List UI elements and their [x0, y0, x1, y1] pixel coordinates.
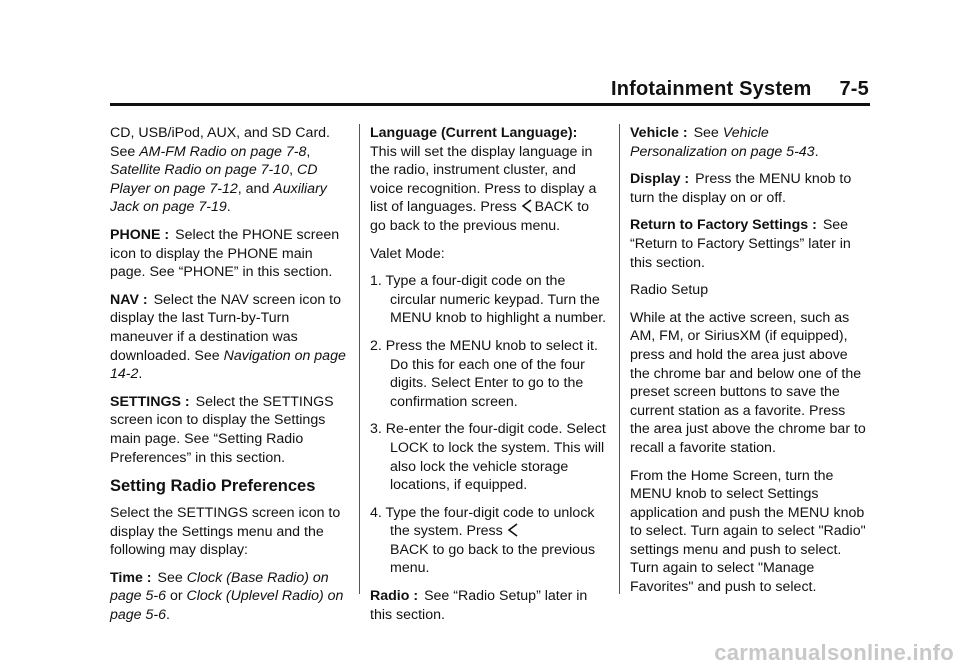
- valet-steps: [370, 272, 608, 578]
- heading-setting-radio-preferences: Setting Radio Preferences: [110, 477, 316, 496]
- ref-satellite-radio[interactable]: Satellite Radio on page 7-10: [110, 162, 290, 179]
- paragraph-phone: PHONE : Select the PHONE screen icon to display the PHONE main page. See “PHONE” in this section.: [110, 226, 340, 281]
- paragraph-language: Language (Current Language): This will set the display language in the radio, instrument cluster, and voice recognition. Press to display a list of languages. Press BACK to go back to the previous menu.: [370, 125, 597, 234]
- ref-navigation[interactable]: Navigation on page 14-2: [110, 347, 346, 383]
- list-item: 1. Type a four-digit code on the circular numeric keypad. Turn the MENU knob to highlight a number.: [370, 273, 607, 327]
- paragraph-intro: Select the SETTINGS screen icon to display the Settings menu and the following may display:: [110, 505, 341, 559]
- column-divider: [619, 124, 620, 594]
- ref-cd-player[interactable]: CD Player on page 7-12: [110, 162, 318, 197]
- paragraph-time: Time : See Clock (Base Radio) on page 5-6 or Clock (Uplevel Radio) on page 5-6.: [110, 569, 344, 624]
- column-left: [110, 124, 348, 634]
- paragraph-settings: SETTINGS : Select the SETTINGS screen icon to display the Settings main page. See “Setting Radio Preferences” in this section.: [110, 393, 334, 466]
- label-display: Display :: [630, 171, 690, 188]
- paragraph-vehicle: Vehicle : See Vehicle Personalization on page 5-43.: [630, 125, 819, 160]
- label-language: Language (Current Language):: [370, 125, 578, 141]
- paragraph-sources: CD, USB/iPod, AUX, and SD Card. See AM-FM Radio on page 7-8, Satellite Radio on page 7-10, CD Player on page 7-12, and Auxiliary Jack on page 7-19.: [110, 125, 330, 216]
- paragraph-home-screen: From the Home Screen, turn the MENU knob to select Settings application and push the MENU knob to select. Turn again to select "Radio" settings menu and push to select. Turn again to select "Manage Favorites" and push to select.: [630, 467, 866, 596]
- paragraph-active-screen: While at the active screen, such as AM, FM, or SiriusXM (if equipped), press and hold the area just above the chrome bar and below one of the preset screen buttons to save the current station as a favorite. Press the area just above the chrome bar to recall a favorite station.: [630, 309, 866, 456]
- label-factory-settings: Return to Factory Settings :: [630, 217, 817, 234]
- header-rule: [110, 103, 870, 106]
- label-time: Time :: [110, 569, 152, 586]
- page-header: [611, 78, 869, 101]
- label-settings: SETTINGS :: [110, 393, 190, 410]
- label-phone: PHONE :: [110, 226, 170, 243]
- section-title: Infotainment System: [610, 78, 812, 100]
- list-item: 4. Type the four-digit code to unlock the system. Press BACK to go back to the previous menu.: [370, 504, 596, 577]
- watermark: carmanualsonline.info: [714, 640, 954, 665]
- paragraph-valet-mode: Valet Mode:: [370, 245, 445, 262]
- list-item: 2. Press the MENU knob to select it. Do this for each one of the four digits. Select Enter to go to the confirmation screen.: [370, 337, 598, 410]
- ref-am-fm-radio[interactable]: AM-FM Radio on page 7-8: [139, 143, 307, 160]
- back-chevron-icon: [507, 523, 519, 537]
- subheading-radio-setup: Radio Setup: [630, 282, 709, 299]
- ref-clock-uplevel[interactable]: Clock (Uplevel Radio) on page 5-6: [110, 588, 344, 624]
- ref-clock-base[interactable]: Clock (Base Radio) on page 5-6: [110, 569, 329, 605]
- paragraph-nav: NAV : Select the NAV screen icon to display the last Turn-by-Turn maneuver if a destination was downloaded. See Navigation on page 14-2.: [110, 291, 346, 383]
- back-chevron-icon: [521, 199, 533, 213]
- paragraph-display: Display : Press the MENU knob to turn the display on or off.: [630, 171, 852, 206]
- paragraph-factory: Return to Factory Settings : See “Return to Factory Settings” later in this section.: [630, 217, 851, 271]
- ref-auxiliary-jack[interactable]: Auxiliary Jack on page 7-19: [110, 180, 327, 216]
- list-item: 3. Re-enter the four-digit code. Select LOCK to lock the system. This will also lock the vehicle storage locations, if equipped.: [370, 421, 606, 494]
- label-nav: NAV :: [110, 291, 148, 308]
- paragraph-radio: Radio : See “Radio Setup” later in this section.: [370, 588, 588, 623]
- ref-vehicle-personalization[interactable]: Vehicle Personalization on page 5-43: [630, 125, 815, 160]
- column-middle: [370, 124, 608, 633]
- page-number: 7-5: [839, 78, 869, 100]
- column-divider: [359, 124, 360, 594]
- column-right: [630, 124, 868, 606]
- label-radio: Radio :: [370, 588, 419, 605]
- label-vehicle: Vehicle :: [630, 125, 688, 141]
